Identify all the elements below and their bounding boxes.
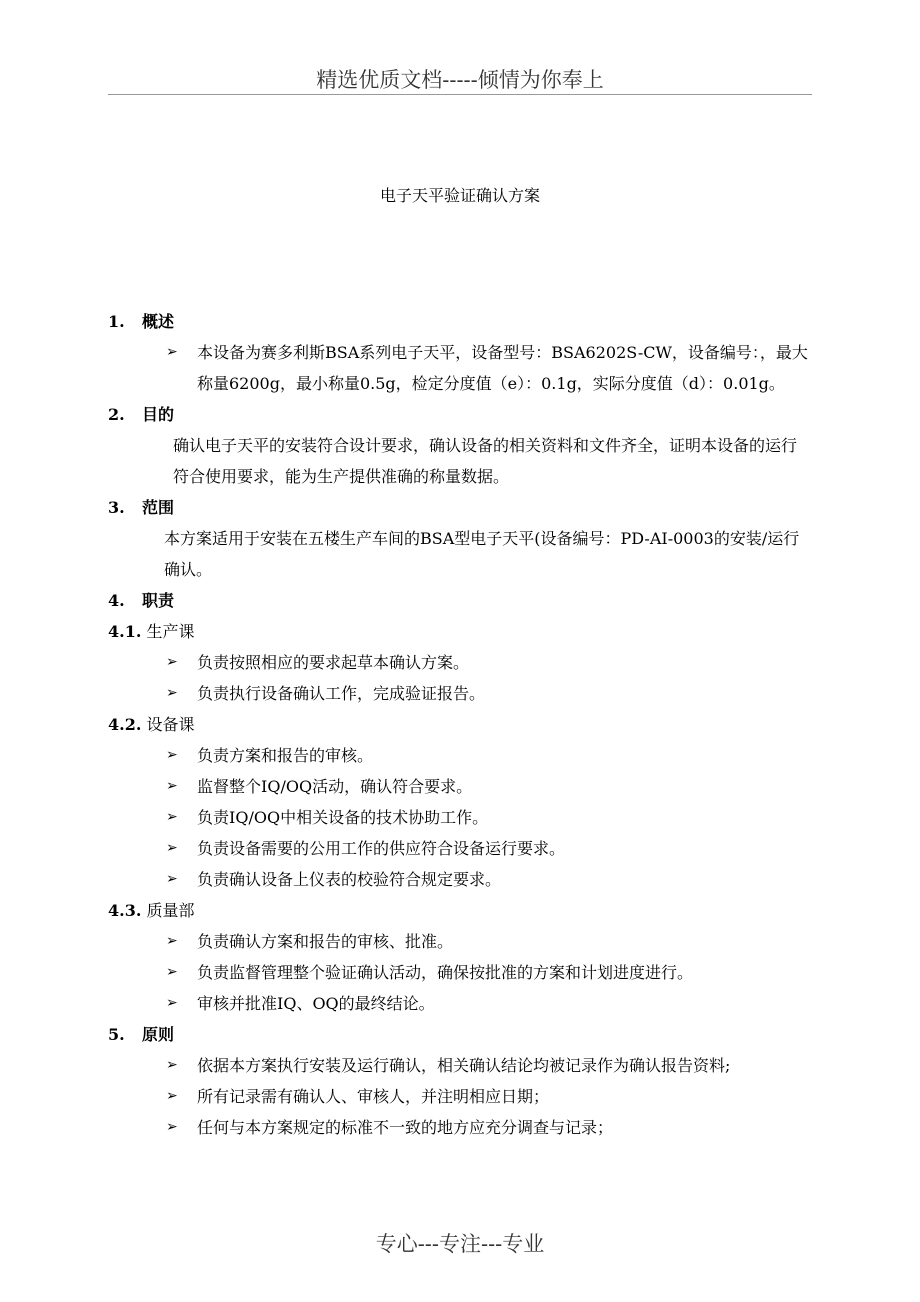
subsection-heading-equipment: 4.2. 设备课: [108, 715, 195, 734]
section-heading-responsibilities: 4. 职责: [108, 591, 175, 610]
list-item: ➢ 审核并批准IQ、OQ的最终结论。: [108, 988, 812, 1019]
arrow-bullet-icon: ➢: [166, 685, 178, 701]
arrow-bullet-icon: ➢: [166, 933, 178, 949]
list-item: ➢ 负责确认设备上仪表的校验符合规定要求。: [108, 864, 812, 895]
arrow-bullet-icon: ➢: [166, 778, 178, 794]
list-item: ➢ 负责执行设备确认工作，完成验证报告。: [108, 678, 812, 709]
list-item: ➢ 负责方案和报告的审核。: [108, 740, 812, 771]
list-item: ➢ 负责设备需要的公用工作的供应符合设备运行要求。: [108, 833, 812, 864]
list-item: ➢ 本设备为赛多利斯BSA系列电子天平，设备型号：BSA6202S-CW，设备编号：，最大称量6200g，最小称量0.5g，检定分度值（e）：0.1g，实际分度值（d）：0.01g。: [108, 337, 812, 399]
header-divider: [108, 94, 812, 95]
arrow-bullet-icon: ➢: [166, 1057, 178, 1073]
arrow-bullet-icon: ➢: [166, 747, 178, 763]
purpose-paragraph: 确认电子天平的安装符合设计要求，确认设备的相关资料和文件齐全，证明本设备的运行符合使用要求，能为生产提供准确的称量数据。: [173, 436, 798, 486]
list-item: ➢ 负责监督管理整个验证确认活动，确保按批准的方案和计划进度进行。: [108, 957, 812, 988]
section-heading-overview: 1. 概述: [108, 312, 175, 331]
arrow-bullet-icon: ➢: [166, 995, 178, 1011]
list-item: ➢ 负责按照相应的要求起草本确认方案。: [108, 647, 812, 678]
arrow-bullet-icon: ➢: [166, 1088, 178, 1104]
subsection-heading-production: 4.1. 生产课: [108, 622, 195, 641]
list-item: ➢ 依据本方案执行安装及运行确认，相关确认结论均被记录作为确认报告资料;: [108, 1050, 812, 1081]
list-item: ➢ 负责IQ/OQ中相关设备的技术协助工作。: [108, 802, 812, 833]
section-heading-scope: 3. 范围: [108, 498, 175, 517]
arrow-bullet-icon: ➢: [166, 840, 178, 856]
list-item: ➢ 任何与本方案规定的标准不一致的地方应充分调查与记录；: [108, 1112, 812, 1143]
page-header: 精选优质文档-----倾情为你奉上: [316, 68, 604, 92]
document-body: [108, 306, 812, 1143]
document-title: 电子天平验证确认方案: [379, 186, 540, 205]
scope-paragraph: 本方案适用于安装在五楼生产车间的BSA型电子天平(设备编号：PD-AI-0003的安装/运行确认。: [164, 529, 800, 579]
arrow-bullet-icon: ➢: [166, 809, 178, 825]
page-footer: 专心---专注---专业: [375, 1232, 545, 1256]
list-item: ➢ 监督整个IQ/OQ活动，确认符合要求。: [108, 771, 812, 802]
arrow-bullet-icon: ➢: [166, 1119, 178, 1135]
list-item: ➢ 负责确认方案和报告的审核、批准。: [108, 926, 812, 957]
arrow-bullet-icon: ➢: [166, 344, 178, 360]
list-item: ➢ 所有记录需有确认人、审核人，并注明相应日期；: [108, 1081, 812, 1112]
arrow-bullet-icon: ➢: [166, 871, 178, 887]
section-heading-principles: 5. 原则: [108, 1025, 175, 1044]
section-heading-purpose: 2. 目的: [108, 405, 175, 424]
arrow-bullet-icon: ➢: [166, 964, 178, 980]
arrow-bullet-icon: ➢: [166, 654, 178, 670]
subsection-heading-quality: 4.3. 质量部: [108, 901, 195, 920]
